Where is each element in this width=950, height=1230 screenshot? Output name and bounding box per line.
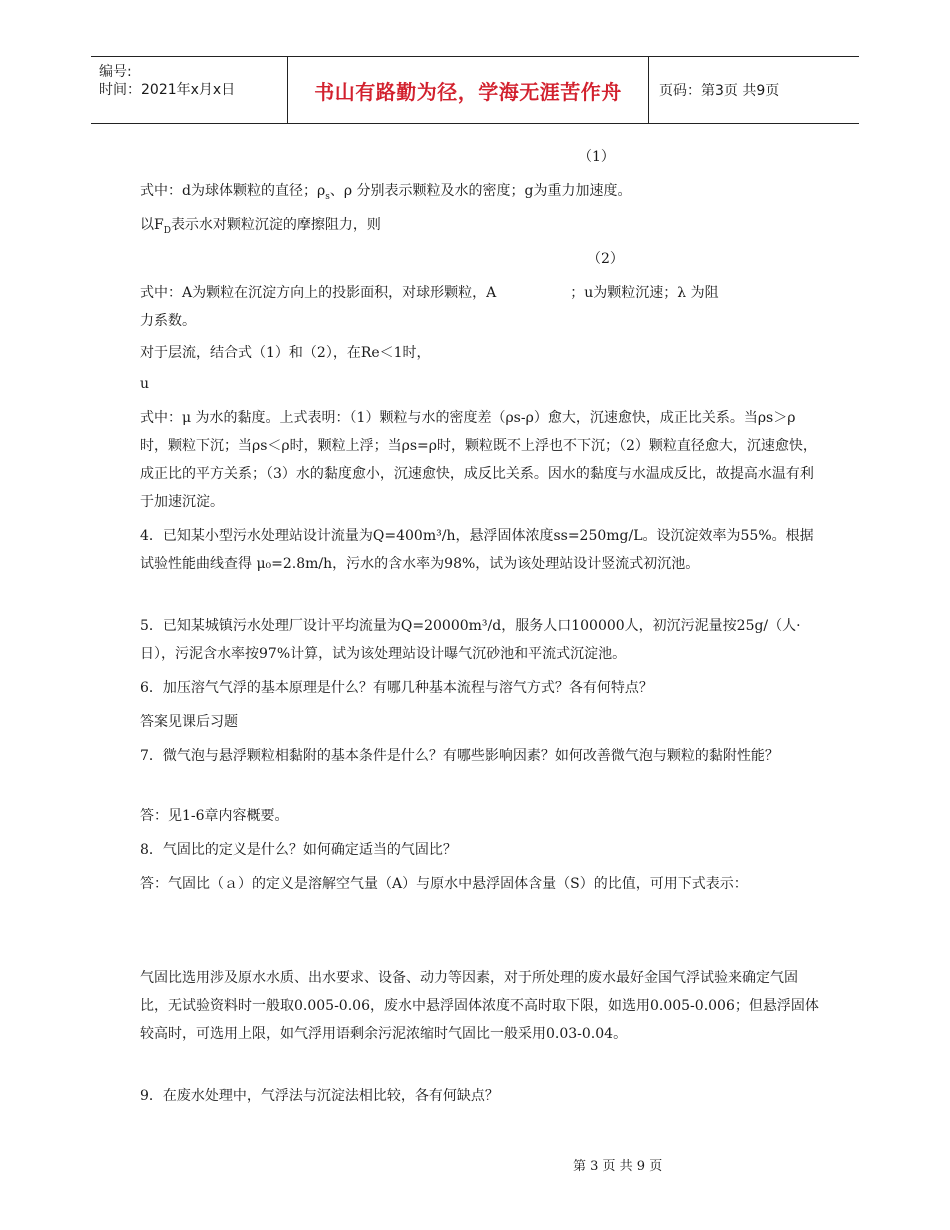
- paragraph-drag-force: [140, 214, 381, 236]
- text-run: 、ρ 分别表示颗粒及水的密度；g为重力加速度。: [329, 183, 632, 199]
- header-page-info: 页码：第3页 共9页: [659, 83, 780, 99]
- paragraph-air-solid-ratio: 气固比选用涉及原水水质、出水要求、设备、动力等因素，对于所处理的废水最好金国气浮试验来确定气固比，无试验资料时一般取0.005-0.06，废水中悬浮固体浓度不高时取下限，如选用0.005-0.006；但悬浮固体较高时，可选用上限，如气浮用语剩余污泥浓缩时气固比一般采用0.03-0.04。: [140, 970, 819, 1042]
- text-run: 式中：A为颗粒在沉淀方向上的投影面积，对球形颗粒，A: [140, 285, 497, 301]
- document-number-label: 编号:: [99, 64, 132, 80]
- answer-8: 答：气固比（ａ）的定义是溶解空气量（A）与原水中悬浮固体含量（S）的比值，可用下式表示：: [140, 876, 748, 892]
- answer-6: 答案见课后习题: [140, 714, 238, 730]
- question-9: 9．在废水处理中，气浮法与沉淀法相比较，各有何缺点？: [140, 1088, 499, 1104]
- paragraph-eq2-legend-cont: 力系数。: [140, 313, 196, 329]
- header-meta: [91, 57, 287, 123]
- text-run: 以F: [140, 217, 164, 233]
- question-6: 6．加压溶气气浮的基本原理是什么？有哪几种基本流程与溶气方式？各有何特点？: [140, 680, 653, 696]
- text-run: ；u为颗粒沉速；λ 为阻: [570, 285, 719, 301]
- question-7: 7．微气泡与悬浮颗粒相黏附的基本条件是什么？有哪些影响因素？如何改善微气泡与颗粒的黏附性能？: [140, 748, 779, 764]
- paragraph-eq1-legend: [140, 180, 631, 202]
- question-4: 4．已知某小型污水处理站设计流量为Q=400m³/h，悬浮固体浓度ss=250mg/L。设沉淀效率为55%。根据试验性能曲线查得 μ₀=2.8m/h，污水的含水率为98%，试为该处理站设计竖流式初沉池。: [140, 528, 814, 572]
- header-motto: 书山有路勤为径，学海无涯苦作舟: [314, 79, 622, 104]
- page-header: [91, 56, 859, 124]
- text-run: 式中：d为球体颗粒的直径；ρ: [140, 183, 326, 199]
- equation-1-number: （1）: [578, 149, 615, 165]
- formula-u: u: [140, 376, 150, 392]
- question-5: 5．已知某城镇污水处理厂设计平均流量为Q=20000m³/d，服务人口100000人，初沉污泥量按25g/（人·日），污泥含水率按97%计算，试为该处理站设计曝气沉砂池和平流式沉淀池。: [140, 618, 801, 662]
- header-page-info-cell: [649, 57, 859, 123]
- paragraph-laminar: 对于层流，结合式（1）和（2），在Re＜1时，: [140, 345, 431, 361]
- answer-7: 答：见1-6章内容概要。: [140, 808, 289, 824]
- question-8: 8．气固比的定义是什么？如何确定适当的气固比？: [140, 842, 457, 858]
- equation-2-number: （2）: [587, 251, 624, 267]
- paragraph-stokes-explain: 式中：μ 为水的黏度。上式表明：（1）颗粒与水的密度差（ρs-ρ）愈大，沉速愈快，成正比关系。当ρs＞ρ时，颗粒下沉；当ρs＜ρ时，颗粒上浮；当ρs=ρ时，颗粒既不上浮也不下沉；（2）颗粒直径愈大，沉速愈快，成正比的平方关系；（3）水的黏度愈小，沉速愈快，成反比关系。因水的黏度与水温成反比，故提高水温有利于加速沉淀。: [140, 410, 817, 510]
- document-time-label: 时间：2021年x月x日: [99, 82, 236, 98]
- paragraph-eq2-legend: [140, 282, 719, 302]
- text-run: 表示水对颗粒沉淀的摩擦阻力，则: [170, 217, 381, 233]
- subscript-d: D: [163, 225, 171, 236]
- subscript-s: s: [325, 191, 330, 202]
- page-footer: 第 3 页 共 9 页: [573, 1159, 663, 1174]
- header-motto-cell: [287, 57, 649, 123]
